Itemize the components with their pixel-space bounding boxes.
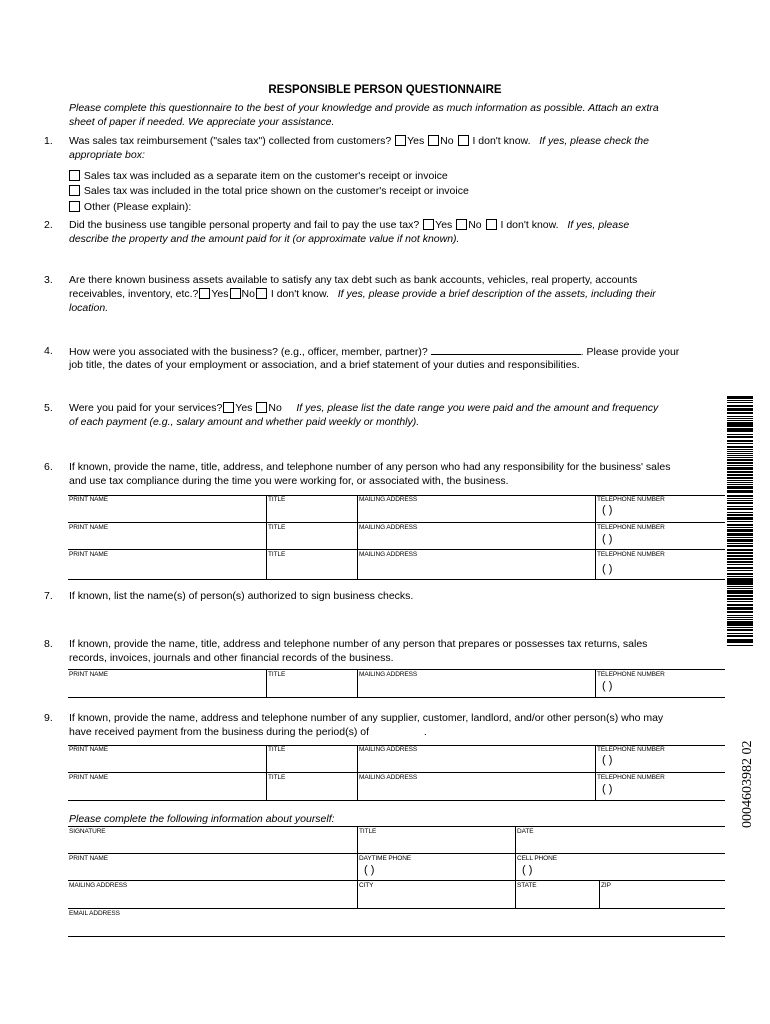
q4-line-2: job title, the dates of your employment or association, and a brief statement of your duties and responsibilities. — [69, 359, 580, 371]
q8-line-1: If known, provide the name, title, address and telephone number of any person that prepares or possesses tax returns, sales — [69, 638, 648, 650]
q2-no-label: No — [468, 219, 482, 231]
q6-line-2: and use tax compliance during the time you were working for, or associated with, the business. — [69, 475, 509, 487]
q9-row1-telephone-label: TELEPHONE NUMBER — [597, 746, 665, 753]
q9-line-1: If known, provide the name, address and telephone number of any supplier, customer, landlord, and/or other person(s) who may — [69, 712, 664, 724]
q8-divider-3 — [595, 669, 596, 697]
self-email-label: EMAIL ADDRESS — [69, 910, 120, 917]
barcode-bar — [727, 636, 753, 637]
q1-choice-3-label: Other (Please explain): — [83, 201, 192, 213]
barcode-bar — [727, 601, 753, 603]
q7-number: 7. — [44, 590, 53, 602]
barcode-bar — [727, 576, 753, 577]
q1-no-label: No — [440, 135, 454, 147]
self-row4-rule — [68, 936, 725, 937]
q1-followup-2: appropriate box: — [69, 149, 145, 161]
q5-no-checkbox[interactable] — [256, 402, 267, 413]
q6-row2-divider-2 — [357, 522, 358, 549]
intro-line-1: Please complete this questionnaire to the best of your knowledge and provide as much information as possible. Attach an extra — [69, 102, 659, 114]
q6-row2-divider-1 — [266, 522, 267, 549]
form-title: RESPONSIBLE PERSON QUESTIONNAIRE — [268, 84, 502, 96]
q9-row2-title-label: TITLE — [268, 774, 286, 781]
q1-choice-2 — [68, 184, 469, 198]
q6-row1-mailing-label: MAILING ADDRESS — [359, 496, 418, 503]
q6-row3-divider-1 — [266, 549, 267, 579]
barcode-bar — [727, 460, 753, 461]
q9-line-2-text: have received payment from the business during the period(s) of — [69, 726, 369, 738]
q3-followup: If yes, please provide a brief description of the assets, including their — [337, 288, 656, 300]
q3-no-label: No — [241, 288, 255, 300]
self-daytime-area-code[interactable]: ( ) — [364, 864, 375, 876]
q5-yes-label: Yes — [235, 402, 253, 414]
q9-row2-divider-3 — [595, 772, 596, 800]
q9-row1-rule — [68, 772, 725, 773]
q8-title-label: TITLE — [268, 671, 286, 678]
self-top-rule — [68, 826, 725, 827]
q8-divider-2 — [357, 669, 358, 697]
q3-number: 3. — [44, 274, 53, 286]
q5-line-1 — [69, 401, 658, 415]
q8-area-code[interactable]: ( ) — [602, 680, 613, 692]
barcode-bar — [727, 418, 753, 419]
q8-print-name-label: PRINT NAME — [69, 671, 108, 678]
q1-dont-know-label: I don't know. — [472, 135, 531, 147]
q4-question: How were you associated with the business? (e.g., officer, member, partner)? — [69, 346, 428, 358]
q3-followup-2: location. — [69, 302, 109, 314]
q3-line-2-text: receivables, inventory, etc.? — [69, 288, 199, 300]
barcode-bar — [727, 398, 753, 399]
q6-row1-title-label: TITLE — [268, 496, 286, 503]
barcode-bar — [727, 402, 753, 404]
q4-association-field[interactable] — [431, 344, 581, 355]
barcode-bar — [727, 588, 753, 589]
q3-yes-checkbox[interactable] — [199, 288, 210, 299]
q6-row2-print-name-label: PRINT NAME — [69, 524, 108, 531]
q6-row3-mailing-label: MAILING ADDRESS — [359, 551, 418, 558]
barcode-bar — [727, 617, 753, 618]
barcode-bar — [727, 534, 753, 536]
q4-number: 4. — [44, 345, 53, 357]
barcode-bar — [727, 431, 753, 432]
q6-row2-mailing-label: MAILING ADDRESS — [359, 524, 418, 531]
barcode-bar — [727, 612, 753, 613]
intro-line-2: sheet of paper if needed. We appreciate your assistance. — [69, 116, 335, 128]
q6-row3-title-label: TITLE — [268, 551, 286, 558]
q3-line-2 — [69, 287, 656, 301]
barcode-bar — [727, 437, 753, 438]
q9-row1-area-code[interactable]: ( ) — [602, 754, 613, 766]
barcode-bar — [727, 550, 753, 551]
self-state-label: STATE — [517, 882, 537, 889]
q9-row1-divider-3 — [595, 745, 596, 772]
barcode-bar — [727, 531, 753, 532]
q5-followup: If yes, please list the date range you were paid and the amount and frequency — [296, 402, 659, 414]
q2-number: 2. — [44, 219, 53, 231]
barcode — [727, 396, 753, 646]
q9-row1-print-name-label: PRINT NAME — [69, 746, 108, 753]
q3-dont-know-label: I don't know. — [270, 288, 329, 300]
q6-row3-telephone-label: TELEPHONE NUMBER — [597, 551, 665, 558]
barcode-bar — [727, 645, 753, 646]
self-section-heading: Please complete the following information about yourself: — [69, 813, 335, 825]
q6-row3-divider-3 — [595, 549, 596, 579]
q2-yes-label: Yes — [435, 219, 453, 231]
q6-row1-area-code[interactable]: ( ) — [602, 504, 613, 516]
q9-line-2 — [69, 725, 427, 739]
q5-number: 5. — [44, 402, 53, 414]
q6-row1-telephone-label: TELEPHONE NUMBER — [597, 496, 665, 503]
barcode-bar — [727, 642, 753, 643]
barcode-bar — [727, 558, 753, 560]
q1-choice-1 — [68, 169, 448, 183]
self-row2-rule — [68, 880, 725, 881]
self-row1-rule — [68, 853, 725, 854]
q1-no-checkbox[interactable] — [428, 135, 439, 146]
q6-row3-print-name-label: PRINT NAME — [69, 551, 108, 558]
barcode-bar — [727, 453, 753, 454]
barcode-bar — [727, 477, 753, 478]
barcode-bar — [727, 564, 753, 565]
q3-dont-know-checkbox[interactable] — [256, 288, 267, 299]
q6-row2-telephone-label: TELEPHONE NUMBER — [597, 524, 665, 531]
q6-number: 6. — [44, 461, 53, 473]
self-date-label: DATE — [517, 828, 534, 835]
q6-row1-divider-2 — [357, 495, 358, 522]
q2-text-line — [69, 218, 629, 232]
q2-no-checkbox[interactable] — [456, 219, 467, 230]
barcode-bar — [727, 570, 753, 571]
q9-row2-print-name-label: PRINT NAME — [69, 774, 108, 781]
self-mailing-address-label: MAILING ADDRESS — [69, 882, 128, 889]
q6-row2-divider-3 — [595, 522, 596, 549]
self-cell-phone-label: CELL PHONE — [517, 855, 557, 862]
self-print-name-label: PRINT NAME — [69, 855, 108, 862]
q9-row2-divider-2 — [357, 772, 358, 800]
barcode-bar — [727, 480, 753, 481]
self-row2-divider-1 — [357, 853, 358, 880]
self-row3-divider-2 — [515, 880, 516, 908]
barcode-bar — [727, 498, 753, 499]
barcode-bar — [727, 527, 753, 528]
q1-yes-checkbox[interactable] — [395, 135, 406, 146]
q1-choice-3 — [68, 200, 191, 214]
q8-divider-1 — [266, 669, 267, 697]
barcode-bar — [727, 434, 753, 435]
q9-row2-area-code[interactable]: ( ) — [602, 783, 613, 795]
barcode-bar — [727, 633, 753, 634]
q6-row3-rule — [68, 579, 725, 580]
barcode-bar — [727, 567, 753, 568]
barcode-bar — [727, 484, 753, 485]
q5-followup-2: of each payment (e.g., salary amount and whether paid weekly or monthly). — [69, 416, 420, 428]
q9-row2-telephone-label: TELEPHONE NUMBER — [597, 774, 665, 781]
barcode-bar — [727, 503, 753, 504]
barcode-bar — [727, 543, 753, 544]
self-cell-area-code[interactable]: ( ) — [522, 864, 533, 876]
q1-choice-1-label: Sales tax was included as a separate item on the customer's receipt or invoice — [83, 170, 448, 182]
q4-line-1 — [69, 344, 679, 359]
q1-choice-2-checkbox[interactable] — [69, 185, 80, 196]
q1-question: Was sales tax reimbursement ("sales tax") collected from customers? — [69, 135, 392, 147]
q6-line-1: If known, provide the name, title, address, and telephone number of any person who had any responsibility for the business' sales — [69, 461, 671, 473]
self-title-label: TITLE — [359, 828, 377, 835]
q1-choice-2-label: Sales tax was included in the total price shown on the customer's receipt or invoice — [83, 185, 469, 197]
self-row1-divider-2 — [515, 826, 516, 853]
barcode-bar — [727, 521, 753, 522]
q8-line-2: records, invoices, journals and other financial records of the business. — [69, 652, 394, 664]
q2-followup-2: describe the property and the amount paid for it (or approximate value if not known). — [69, 233, 460, 245]
barcode-bar — [727, 586, 753, 587]
barcode-bar — [727, 443, 753, 444]
q8-row-rule — [68, 697, 725, 698]
q6-row2-rule — [68, 549, 725, 550]
q6-row1-rule — [68, 522, 725, 523]
barcode-bar — [727, 624, 753, 626]
q9-line-2-end: . — [423, 726, 427, 738]
q3-no-checkbox[interactable] — [230, 288, 241, 299]
q5-question: Were you paid for your services? — [69, 402, 223, 414]
barcode-bar — [727, 546, 753, 547]
q6-row2-area-code[interactable]: ( ) — [602, 533, 613, 545]
barcode-bar — [727, 500, 753, 501]
q9-row2-mailing-label: MAILING ADDRESS — [359, 774, 418, 781]
q4-line-1-end: . Please provide your — [580, 346, 680, 358]
q1-text-line — [69, 134, 649, 148]
barcode-bar — [727, 630, 753, 631]
self-daytime-phone-label: DAYTIME PHONE — [359, 855, 412, 862]
q6-row1-divider-3 — [595, 495, 596, 522]
q6-row2-title-label: TITLE — [268, 524, 286, 531]
barcode-bar — [727, 425, 753, 427]
self-row1-divider-1 — [357, 826, 358, 853]
q8-number: 8. — [44, 638, 53, 650]
q9-row1-divider-1 — [266, 745, 267, 772]
form-id-number: 0004603982 02 — [740, 740, 755, 828]
q8-mailing-label: MAILING ADDRESS — [359, 671, 418, 678]
q2-followup: If yes, please — [567, 219, 630, 231]
self-row3-divider-3 — [599, 880, 600, 908]
q5-yes-checkbox[interactable] — [223, 402, 234, 413]
q6-row3-divider-2 — [357, 549, 358, 579]
barcode-bar — [727, 465, 753, 466]
q6-row1-print-name-label: PRINT NAME — [69, 496, 108, 503]
self-zip-label: ZIP — [601, 882, 611, 889]
q8-telephone-label: TELEPHONE NUMBER — [597, 671, 665, 678]
q9-row2-rule — [68, 800, 725, 801]
q1-number: 1. — [44, 135, 53, 147]
q2-dont-know-label: I don't know. — [500, 219, 559, 231]
self-row2-divider-2 — [515, 853, 516, 880]
barcode-bar — [727, 410, 753, 411]
q2-dont-know-checkbox[interactable] — [486, 219, 497, 230]
barcode-bar — [727, 598, 753, 599]
q7-text: If known, list the name(s) of person(s) authorized to sign business checks. — [69, 590, 414, 602]
barcode-bar — [727, 455, 753, 456]
barcode-bar — [727, 509, 753, 510]
q3-line-1: Are there known business assets available to satisfy any tax debt such as bank accounts, vehicles, real property, accounts — [69, 274, 638, 286]
q9-row1-title-label: TITLE — [268, 746, 286, 753]
q1-yes-label: Yes — [407, 135, 425, 147]
q1-choice-1-checkbox[interactable] — [69, 170, 80, 181]
q9-row2-divider-1 — [266, 772, 267, 800]
q9-row1-mailing-label: MAILING ADDRESS — [359, 746, 418, 753]
q9-row1-divider-2 — [357, 745, 358, 772]
barcode-bar — [727, 593, 753, 594]
q5-no-label: No — [268, 402, 282, 414]
self-signature-label: SIGNATURE — [69, 828, 106, 835]
self-city-label: CITY — [359, 882, 374, 889]
q1-dont-know-checkbox[interactable] — [458, 135, 469, 146]
q1-followup: If yes, please check the — [539, 135, 649, 147]
q1-choice-3-checkbox[interactable] — [69, 201, 80, 212]
self-row3-rule — [68, 908, 725, 909]
q6-row3-area-code[interactable]: ( ) — [602, 563, 613, 575]
q2-question: Did the business use tangible personal property and fail to pay the use tax? — [69, 219, 420, 231]
q2-yes-checkbox[interactable] — [423, 219, 434, 230]
q6-row1-divider-1 — [266, 495, 267, 522]
barcode-bar — [727, 609, 753, 610]
barcode-bar — [727, 413, 753, 414]
self-row3-divider-1 — [357, 880, 358, 908]
barcode-bar — [727, 519, 753, 520]
q8-table-top-rule — [68, 669, 725, 670]
barcode-bar — [727, 468, 753, 470]
q3-yes-label: Yes — [211, 288, 229, 300]
q9-number: 9. — [44, 712, 53, 724]
barcode-bar — [727, 491, 753, 493]
